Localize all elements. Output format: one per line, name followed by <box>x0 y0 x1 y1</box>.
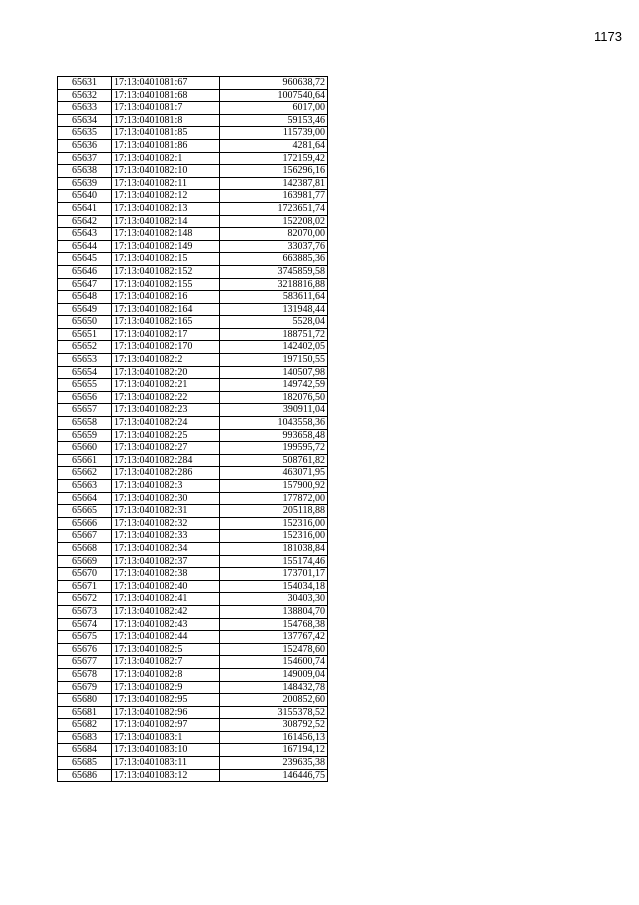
cadastral-value-cell: 1723651,74 <box>220 202 328 215</box>
row-number-cell: 65636 <box>58 139 112 152</box>
cadastral-number-cell: 17:13:0401082:152 <box>112 265 220 278</box>
cadastral-number-cell: 17:13:0401082:38 <box>112 568 220 581</box>
table-row <box>58 467 328 480</box>
row-number-cell: 65672 <box>58 593 112 606</box>
table-row <box>58 291 328 304</box>
cadastral-value-cell: 199595,72 <box>220 442 328 455</box>
table-row <box>58 404 328 417</box>
row-number-cell: 65641 <box>58 202 112 215</box>
cadastral-value-cell: 152208,02 <box>220 215 328 228</box>
cadastral-number-cell: 17:13:0401082:148 <box>112 228 220 241</box>
table-row <box>58 694 328 707</box>
cadastral-number-cell: 17:13:0401082:97 <box>112 719 220 732</box>
cadastral-number-cell: 17:13:0401082:165 <box>112 316 220 329</box>
cadastral-number-cell: 17:13:0401082:22 <box>112 391 220 404</box>
row-number-cell: 65677 <box>58 656 112 669</box>
row-number-cell: 65649 <box>58 303 112 316</box>
cadastral-number-cell: 17:13:0401082:25 <box>112 429 220 442</box>
page-number: 1173 <box>594 29 622 44</box>
row-number-cell: 65663 <box>58 480 112 493</box>
table-row <box>58 127 328 140</box>
table-row <box>58 341 328 354</box>
row-number-cell: 65651 <box>58 328 112 341</box>
table-row <box>58 769 328 782</box>
cadastral-value-cell: 172159,42 <box>220 152 328 165</box>
table-row <box>58 757 328 770</box>
cadastral-number-cell: 17:13:0401082:42 <box>112 605 220 618</box>
row-number-cell: 65655 <box>58 379 112 392</box>
cadastral-value-cell: 154034,18 <box>220 580 328 593</box>
cadastral-value-cell: 197150,55 <box>220 354 328 367</box>
cadastral-number-cell: 17:13:0401082:2 <box>112 354 220 367</box>
cadastral-number-cell: 17:13:0401082:11 <box>112 177 220 190</box>
cadastral-number-cell: 17:13:0401082:8 <box>112 668 220 681</box>
row-number-cell: 65685 <box>58 757 112 770</box>
row-number-cell: 65637 <box>58 152 112 165</box>
table-row <box>58 568 328 581</box>
cadastral-number-cell: 17:13:0401082:44 <box>112 631 220 644</box>
table-row <box>58 744 328 757</box>
cadastral-number-cell: 17:13:0401082:20 <box>112 366 220 379</box>
table-row <box>58 328 328 341</box>
cadastral-value-cell: 1043558,36 <box>220 417 328 430</box>
table-row <box>58 706 328 719</box>
table-row <box>58 580 328 593</box>
table-row <box>58 228 328 241</box>
row-number-cell: 65686 <box>58 769 112 782</box>
cadastral-value-cell: 30403,30 <box>220 593 328 606</box>
table-row <box>58 253 328 266</box>
table-row <box>58 593 328 606</box>
cadastral-value-cell: 239635,38 <box>220 757 328 770</box>
cadastral-value-cell: 181038,84 <box>220 542 328 555</box>
cadastral-number-cell: 17:13:0401082:7 <box>112 656 220 669</box>
row-number-cell: 65667 <box>58 530 112 543</box>
row-number-cell: 65660 <box>58 442 112 455</box>
table-row <box>58 391 328 404</box>
table-row <box>58 303 328 316</box>
row-number-cell: 65633 <box>58 102 112 115</box>
row-number-cell: 65670 <box>58 568 112 581</box>
cadastral-value-cell: 131948,44 <box>220 303 328 316</box>
row-number-cell: 65654 <box>58 366 112 379</box>
table-body <box>58 77 328 782</box>
cadastral-value-cell: 154768,38 <box>220 618 328 631</box>
cadastral-number-cell: 17:13:0401082:41 <box>112 593 220 606</box>
cadastral-value-cell: 583611,64 <box>220 291 328 304</box>
cadastral-number-cell: 17:13:0401082:24 <box>112 417 220 430</box>
row-number-cell: 65647 <box>58 278 112 291</box>
cadastral-number-cell: 17:13:0401082:34 <box>112 542 220 555</box>
table-row <box>58 366 328 379</box>
cadastral-value-cell: 155174,46 <box>220 555 328 568</box>
cadastral-value-cell: 3218816,88 <box>220 278 328 291</box>
row-number-cell: 65659 <box>58 429 112 442</box>
cadastral-number-cell: 17:13:0401082:284 <box>112 454 220 467</box>
table-row <box>58 492 328 505</box>
cadastral-number-cell: 17:13:0401081:68 <box>112 89 220 102</box>
table-row <box>58 202 328 215</box>
row-number-cell: 65631 <box>58 77 112 90</box>
cadastral-value-cell: 3155378,52 <box>220 706 328 719</box>
cadastral-number-cell: 17:13:0401082:27 <box>112 442 220 455</box>
cadastral-value-cell: 182076,50 <box>220 391 328 404</box>
cadastral-number-cell: 17:13:0401082:96 <box>112 706 220 719</box>
row-number-cell: 65658 <box>58 417 112 430</box>
cadastral-number-cell: 17:13:0401082:30 <box>112 492 220 505</box>
cadastral-value-cell: 663885,36 <box>220 253 328 266</box>
cadastral-number-cell: 17:13:0401082:14 <box>112 215 220 228</box>
cadastral-number-cell: 17:13:0401082:32 <box>112 517 220 530</box>
table-row <box>58 605 328 618</box>
row-number-cell: 65682 <box>58 719 112 732</box>
cadastral-number-cell: 17:13:0401082:37 <box>112 555 220 568</box>
cadastral-number-cell: 17:13:0401082:9 <box>112 681 220 694</box>
cadastral-value-cell: 152478,60 <box>220 643 328 656</box>
cadastral-value-cell: 115739,00 <box>220 127 328 140</box>
table-row <box>58 555 328 568</box>
cadastral-value-cell: 33037,76 <box>220 240 328 253</box>
cadastral-value-cell: 177872,00 <box>220 492 328 505</box>
cadastral-value-cell: 5528,04 <box>220 316 328 329</box>
cadastral-number-cell: 17:13:0401082:164 <box>112 303 220 316</box>
cadastral-value-cell: 82070,00 <box>220 228 328 241</box>
cadastral-number-cell: 17:13:0401083:10 <box>112 744 220 757</box>
cadastral-number-cell: 17:13:0401082:16 <box>112 291 220 304</box>
row-number-cell: 65680 <box>58 694 112 707</box>
cadastral-value-cell: 154600,74 <box>220 656 328 669</box>
cadastral-number-cell: 17:13:0401081:67 <box>112 77 220 90</box>
cadastral-number-cell: 17:13:0401083:12 <box>112 769 220 782</box>
table-row <box>58 379 328 392</box>
row-number-cell: 65638 <box>58 165 112 178</box>
cadastral-value-cell: 142387,81 <box>220 177 328 190</box>
cadastral-value-cell: 161456,13 <box>220 731 328 744</box>
cadastral-value-cell: 146446,75 <box>220 769 328 782</box>
cadastral-number-cell: 17:13:0401082:12 <box>112 190 220 203</box>
table-row <box>58 177 328 190</box>
row-number-cell: 65679 <box>58 681 112 694</box>
row-number-cell: 65671 <box>58 580 112 593</box>
cadastral-number-cell: 17:13:0401082:17 <box>112 328 220 341</box>
row-number-cell: 65634 <box>58 114 112 127</box>
cadastral-number-cell: 17:13:0401082:23 <box>112 404 220 417</box>
cadastral-value-cell: 152316,00 <box>220 517 328 530</box>
cadastral-value-cell: 152316,00 <box>220 530 328 543</box>
cadastral-value-cell: 308792,52 <box>220 719 328 732</box>
table-row <box>58 190 328 203</box>
cadastral-value-cell: 1007540,64 <box>220 89 328 102</box>
cadastral-value-cell: 142402,05 <box>220 341 328 354</box>
row-number-cell: 65684 <box>58 744 112 757</box>
row-number-cell: 65678 <box>58 668 112 681</box>
table-row <box>58 152 328 165</box>
row-number-cell: 65653 <box>58 354 112 367</box>
cadastral-value-cell: 138804,70 <box>220 605 328 618</box>
cadastral-value-table <box>57 76 328 782</box>
table-row <box>58 165 328 178</box>
row-number-cell: 65675 <box>58 631 112 644</box>
row-number-cell: 65664 <box>58 492 112 505</box>
row-number-cell: 65657 <box>58 404 112 417</box>
cadastral-value-cell: 200852,60 <box>220 694 328 707</box>
table-row <box>58 517 328 530</box>
cadastral-value-cell: 156296,16 <box>220 165 328 178</box>
cadastral-value-cell: 140507,98 <box>220 366 328 379</box>
table-row <box>58 480 328 493</box>
row-number-cell: 65674 <box>58 618 112 631</box>
cadastral-value-cell: 960638,72 <box>220 77 328 90</box>
cadastral-number-cell: 17:13:0401082:3 <box>112 480 220 493</box>
row-number-cell: 65648 <box>58 291 112 304</box>
cadastral-value-cell: 59153,46 <box>220 114 328 127</box>
row-number-cell: 65645 <box>58 253 112 266</box>
table-row <box>58 668 328 681</box>
row-number-cell: 65666 <box>58 517 112 530</box>
cadastral-number-cell: 17:13:0401081:7 <box>112 102 220 115</box>
table-row <box>58 454 328 467</box>
cadastral-value-cell: 137767,42 <box>220 631 328 644</box>
cadastral-value-cell: 390911,04 <box>220 404 328 417</box>
cadastral-number-cell: 17:13:0401082:155 <box>112 278 220 291</box>
table-row <box>58 102 328 115</box>
table-row <box>58 354 328 367</box>
row-number-cell: 65650 <box>58 316 112 329</box>
cadastral-number-cell: 17:13:0401081:8 <box>112 114 220 127</box>
row-number-cell: 65640 <box>58 190 112 203</box>
table-row <box>58 618 328 631</box>
cadastral-value-cell: 6017,00 <box>220 102 328 115</box>
cadastral-value-cell: 205118,88 <box>220 505 328 518</box>
cadastral-number-cell: 17:13:0401082:95 <box>112 694 220 707</box>
cadastral-value-cell: 163981,77 <box>220 190 328 203</box>
cadastral-number-cell: 17:13:0401082:33 <box>112 530 220 543</box>
table-row <box>58 631 328 644</box>
table-row <box>58 643 328 656</box>
cadastral-number-cell: 17:13:0401082:15 <box>112 253 220 266</box>
cadastral-number-cell: 17:13:0401082:1 <box>112 152 220 165</box>
cadastral-value-cell: 149742,59 <box>220 379 328 392</box>
row-number-cell: 65642 <box>58 215 112 228</box>
cadastral-number-cell: 17:13:0401082:286 <box>112 467 220 480</box>
table-row <box>58 77 328 90</box>
cadastral-number-cell: 17:13:0401081:85 <box>112 127 220 140</box>
table-row <box>58 681 328 694</box>
cadastral-number-cell: 17:13:0401083:1 <box>112 731 220 744</box>
table-row <box>58 139 328 152</box>
row-number-cell: 65656 <box>58 391 112 404</box>
table-row <box>58 530 328 543</box>
row-number-cell: 65683 <box>58 731 112 744</box>
cadastral-number-cell: 17:13:0401082:31 <box>112 505 220 518</box>
table-row <box>58 240 328 253</box>
cadastral-value-cell: 508761,82 <box>220 454 328 467</box>
cadastral-value-cell: 993658,48 <box>220 429 328 442</box>
table-row <box>58 442 328 455</box>
row-number-cell: 65668 <box>58 542 112 555</box>
table-row <box>58 656 328 669</box>
cadastral-value-cell: 149009,04 <box>220 668 328 681</box>
cadastral-number-cell: 17:13:0401082:5 <box>112 643 220 656</box>
table-row <box>58 265 328 278</box>
cadastral-number-cell: 17:13:0401082:149 <box>112 240 220 253</box>
row-number-cell: 65644 <box>58 240 112 253</box>
row-number-cell: 65646 <box>58 265 112 278</box>
row-number-cell: 65635 <box>58 127 112 140</box>
table-row <box>58 278 328 291</box>
table-row <box>58 215 328 228</box>
table-row <box>58 114 328 127</box>
cadastral-number-cell: 17:13:0401082:10 <box>112 165 220 178</box>
table-row <box>58 542 328 555</box>
cadastral-value-cell: 173701,17 <box>220 568 328 581</box>
table-row <box>58 89 328 102</box>
table-row <box>58 429 328 442</box>
cadastral-number-cell: 17:13:0401082:40 <box>112 580 220 593</box>
row-number-cell: 65669 <box>58 555 112 568</box>
cadastral-number-cell: 17:13:0401082:170 <box>112 341 220 354</box>
cadastral-value-cell: 188751,72 <box>220 328 328 341</box>
row-number-cell: 65681 <box>58 706 112 719</box>
table-row <box>58 316 328 329</box>
cadastral-value-cell: 148432,78 <box>220 681 328 694</box>
cadastral-value-cell: 463071,95 <box>220 467 328 480</box>
row-number-cell: 65661 <box>58 454 112 467</box>
cadastral-value-cell: 3745859,58 <box>220 265 328 278</box>
table-row <box>58 505 328 518</box>
row-number-cell: 65632 <box>58 89 112 102</box>
cadastral-value-cell: 157900,92 <box>220 480 328 493</box>
cadastral-value-cell: 167194,12 <box>220 744 328 757</box>
row-number-cell: 65662 <box>58 467 112 480</box>
table-row <box>58 417 328 430</box>
cadastral-number-cell: 17:13:0401081:86 <box>112 139 220 152</box>
row-number-cell: 65652 <box>58 341 112 354</box>
row-number-cell: 65665 <box>58 505 112 518</box>
table-row <box>58 731 328 744</box>
row-number-cell: 65639 <box>58 177 112 190</box>
row-number-cell: 65676 <box>58 643 112 656</box>
cadastral-number-cell: 17:13:0401082:43 <box>112 618 220 631</box>
row-number-cell: 65643 <box>58 228 112 241</box>
table-row <box>58 719 328 732</box>
cadastral-number-cell: 17:13:0401082:21 <box>112 379 220 392</box>
cadastral-value-cell: 4281,64 <box>220 139 328 152</box>
cadastral-number-cell: 17:13:0401083:11 <box>112 757 220 770</box>
cadastral-number-cell: 17:13:0401082:13 <box>112 202 220 215</box>
row-number-cell: 65673 <box>58 605 112 618</box>
